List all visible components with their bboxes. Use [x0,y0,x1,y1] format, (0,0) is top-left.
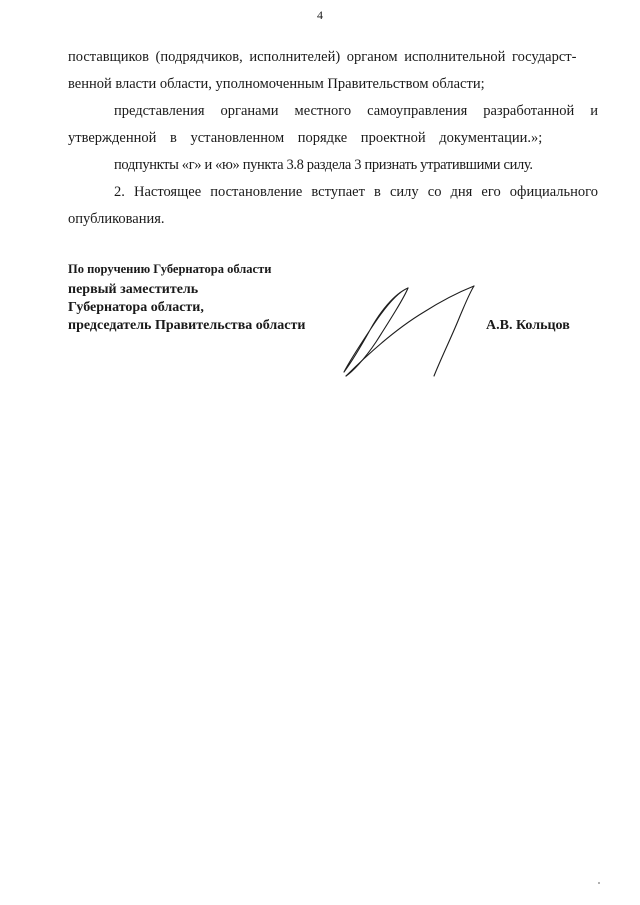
paragraph: 2. Настоящее постановление вступает в силу со дня его официального опубликования. [68,184,598,227]
paragraph: представления органами местного самоуправления разработанной и утвержденной в установленном порядке проектной документации.»; [68,103,598,146]
paragraph-line: венной власти области, уполномоченным Правительством области; [68,76,485,92]
document-body [68,44,598,233]
signatory-title-line: Губернатора области, [68,300,204,315]
signatory-name: А.В. Кольцов [486,318,570,333]
signatory-title-line: первый заместитель [68,282,199,297]
signatory-authority: По поручению Губернатора области [68,262,272,276]
handwritten-signature [334,268,484,380]
paragraph-line: поставщиков (подрядчиков, исполнителей) органом исполнительной государст- [68,49,577,65]
scan-artifact [598,882,600,884]
page-number: 4 [317,8,323,22]
signatory-title-line: председатель Правительства области [68,318,306,333]
paragraph: подпункты «г» и «ю» пункта 3.8 раздела 3 признать утратившими силу. [114,157,533,173]
